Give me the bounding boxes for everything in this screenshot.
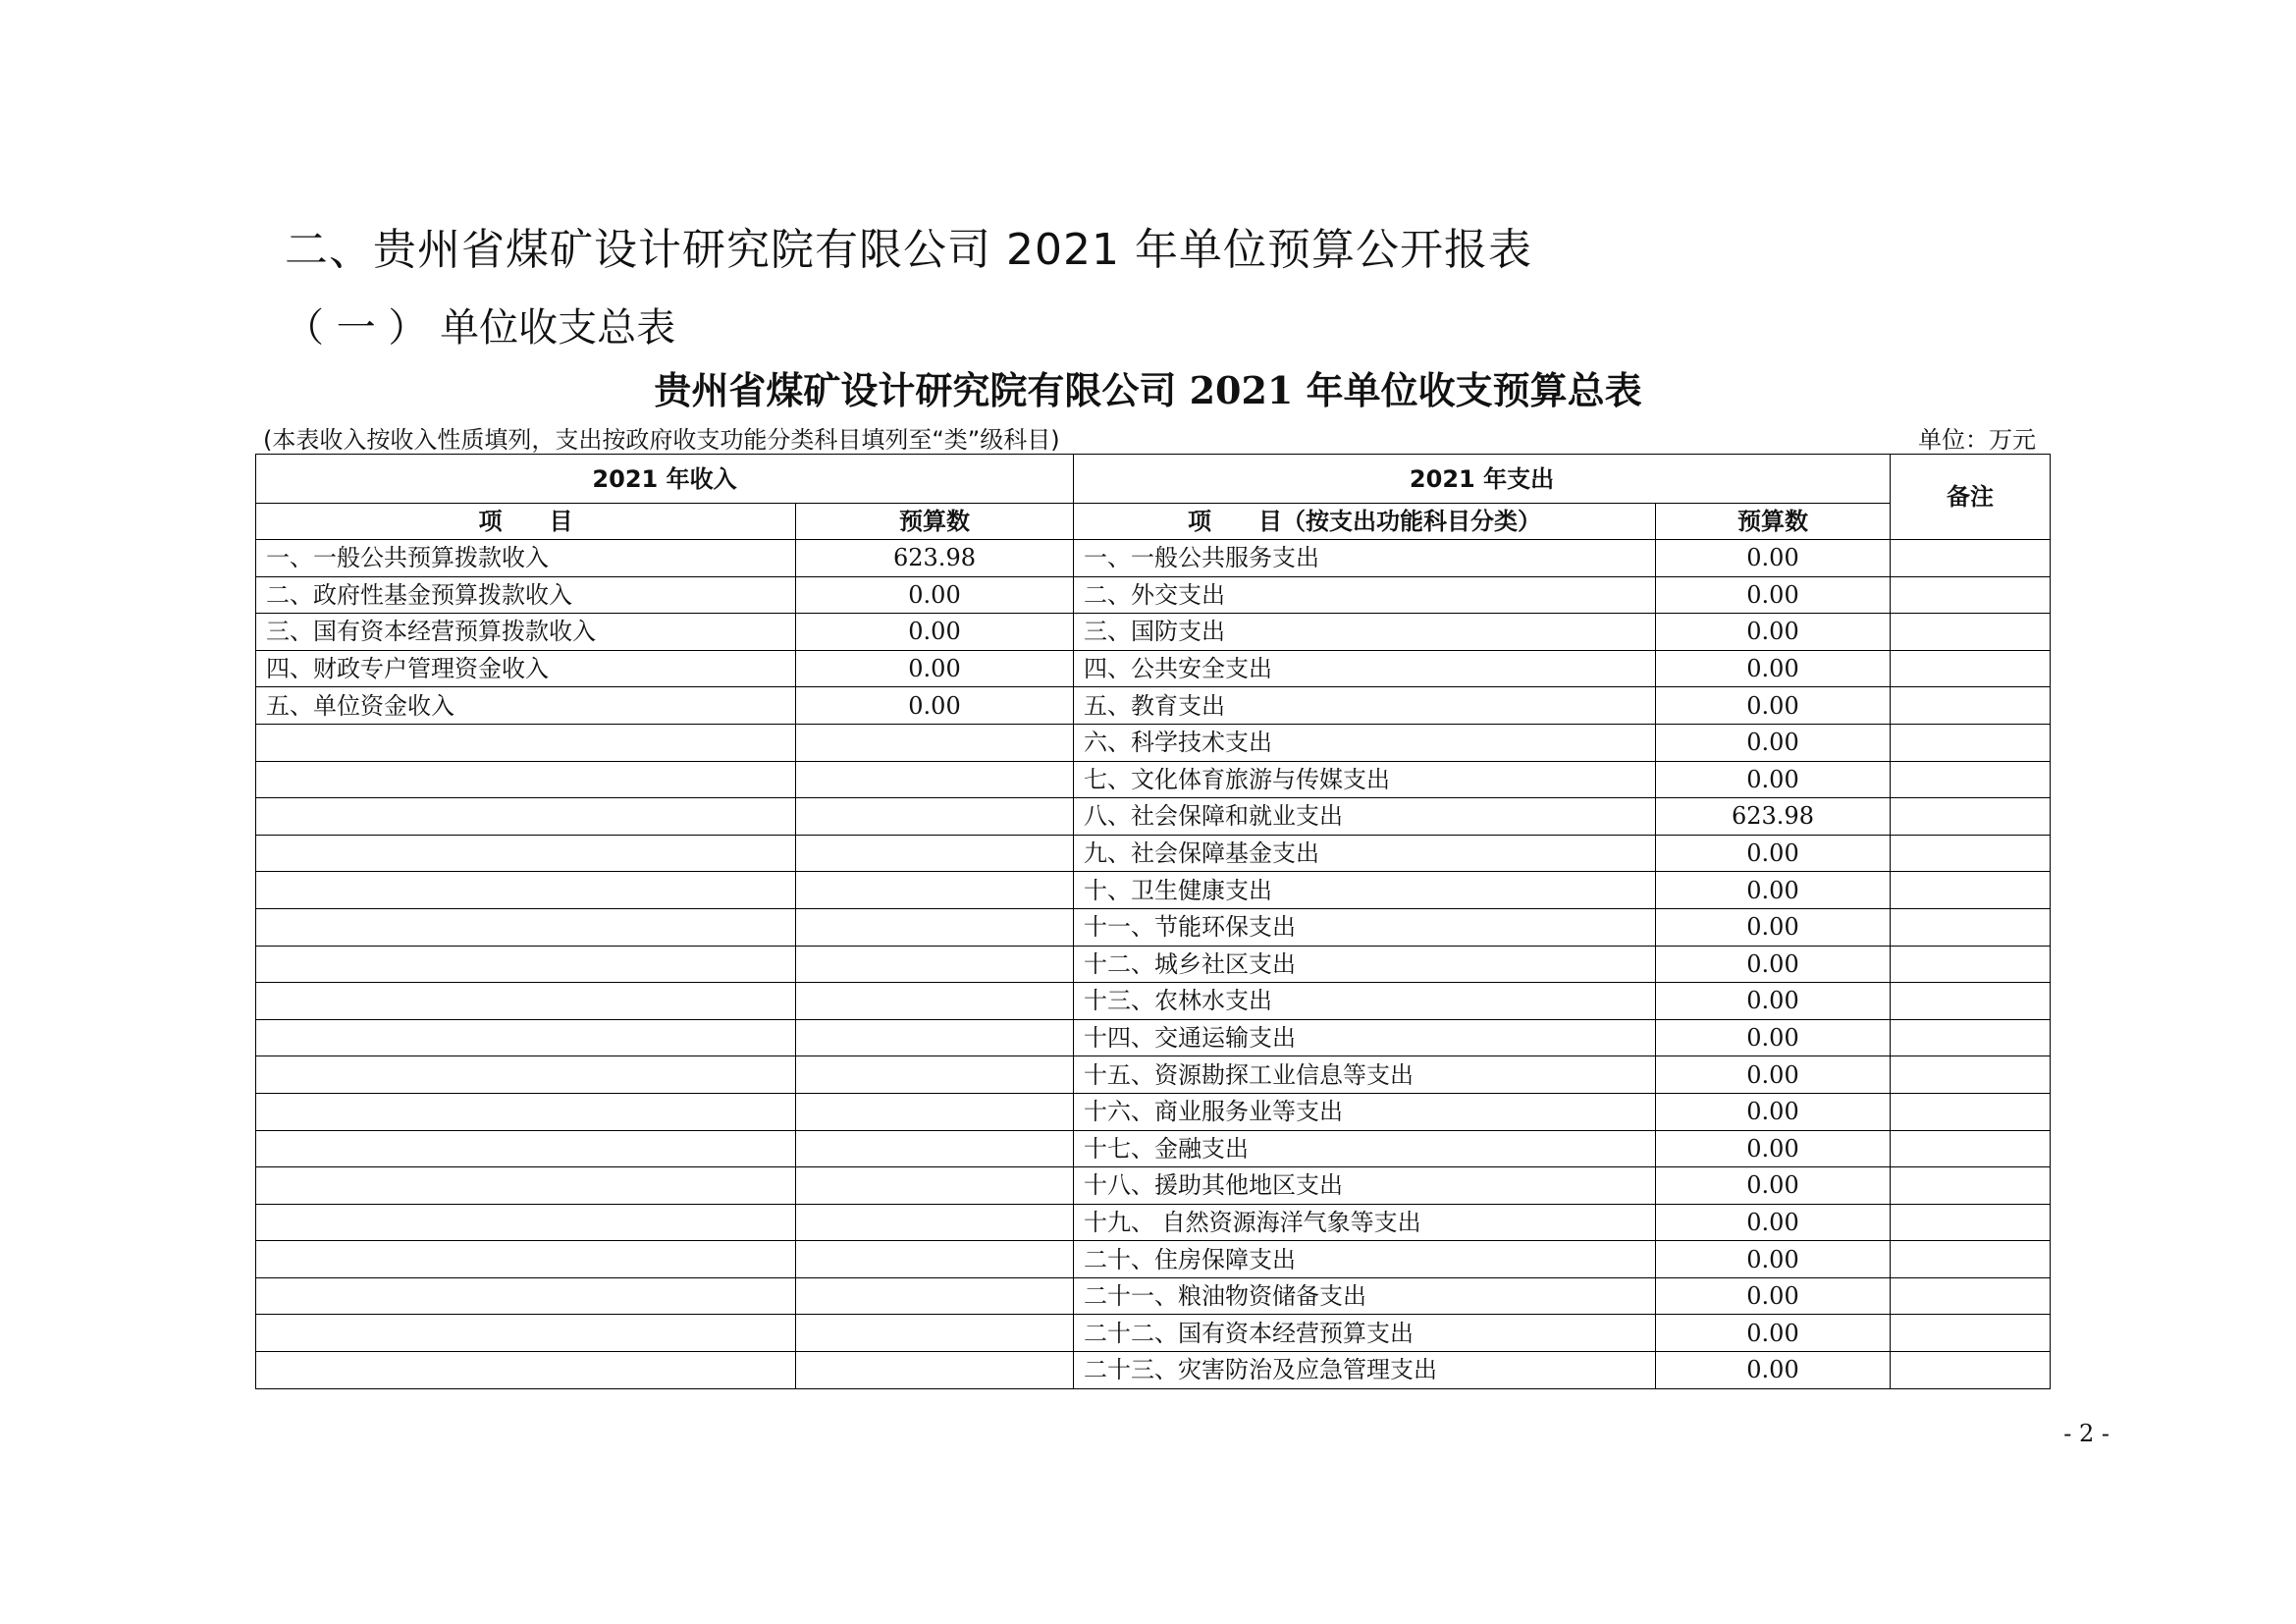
expense-amount-cell: 0.00 xyxy=(1656,1019,1891,1056)
table-row xyxy=(256,687,2051,725)
remark-cell xyxy=(1891,872,2051,909)
remark-cell xyxy=(1891,1130,2051,1167)
expense-amount-cell: 0.00 xyxy=(1656,1130,1891,1167)
expense-amount-cell: 0.00 xyxy=(1656,1352,1891,1389)
expense-amount-cell: 0.00 xyxy=(1656,1167,1891,1205)
expense-item-cell: 五、教育支出 xyxy=(1074,687,1656,725)
expense-amount-cell: 0.00 xyxy=(1656,1277,1891,1315)
table-note: (本表收入按收入性质填列，支出按政府收支功能分类科目填列至“类”级科目) xyxy=(263,426,1060,454)
income-amount-cell xyxy=(796,983,1074,1020)
table-row xyxy=(256,1019,2051,1056)
income-item-cell: 一、一般公共预算拨款收入 xyxy=(256,540,796,577)
income-item-cell xyxy=(256,1019,796,1056)
income-amount-cell xyxy=(796,908,1074,946)
income-item-cell xyxy=(256,1315,796,1352)
remark-cell xyxy=(1891,1277,2051,1315)
remark-cell xyxy=(1891,576,2051,614)
expense-item-cell: 十三、农林水支出 xyxy=(1074,983,1656,1020)
expense-item-cell: 二十三、灾害防治及应急管理支出 xyxy=(1074,1352,1656,1389)
table-row xyxy=(256,1277,2051,1315)
table-row xyxy=(256,576,2051,614)
remark-cell xyxy=(1891,835,2051,872)
expense-amount-cell: 0.00 xyxy=(1656,835,1891,872)
expense-item-cell: 十五、资源勘探工业信息等支出 xyxy=(1074,1056,1656,1094)
table-row xyxy=(256,724,2051,761)
expense-amount-cell: 0.00 xyxy=(1656,687,1891,725)
expense-amount-cell: 0.00 xyxy=(1656,1204,1891,1241)
income-item-cell xyxy=(256,872,796,909)
income-amount-cell xyxy=(796,1315,1074,1352)
expense-item-cell: 三、国防支出 xyxy=(1074,614,1656,651)
expense-item-cell: 八、社会保障和就业支出 xyxy=(1074,798,1656,836)
expense-item-cell: 十、卫生健康支出 xyxy=(1074,872,1656,909)
income-item-cell xyxy=(256,1352,796,1389)
expense-item-cell: 十六、商业服务业等支出 xyxy=(1074,1093,1656,1130)
income-amount-cell: 0.00 xyxy=(796,650,1074,687)
expense-amount-cell: 0.00 xyxy=(1656,1093,1891,1130)
expense-item-cell: 九、社会保障基金支出 xyxy=(1074,835,1656,872)
income-amount-cell xyxy=(796,1277,1074,1315)
remark-cell xyxy=(1891,798,2051,836)
income-amount-cell xyxy=(796,1130,1074,1167)
income-item-cell: 三、国有资本经营预算拨款收入 xyxy=(256,614,796,651)
remark-cell xyxy=(1891,687,2051,725)
table-row xyxy=(256,761,2051,798)
income-item-cell xyxy=(256,1056,796,1094)
expense-item-cell: 六、科学技术支出 xyxy=(1074,724,1656,761)
expense-amount-cell: 0.00 xyxy=(1656,724,1891,761)
expense-amount-cell: 0.00 xyxy=(1656,576,1891,614)
table-row xyxy=(256,1093,2051,1130)
remark-cell xyxy=(1891,650,2051,687)
income-amount-cell: 0.00 xyxy=(796,614,1074,651)
income-item-cell xyxy=(256,946,796,983)
remark-header: 备注 xyxy=(1891,455,2051,540)
income-item-cell: 四、财政专户管理资金收入 xyxy=(256,650,796,687)
remark-cell xyxy=(1891,1167,2051,1205)
expense-amount-cell: 0.00 xyxy=(1656,761,1891,798)
expense-item-cell: 二、外交支出 xyxy=(1074,576,1656,614)
remark-cell xyxy=(1891,540,2051,577)
income-amount-cell xyxy=(796,1093,1074,1130)
income-item-cell xyxy=(256,761,796,798)
table-row xyxy=(256,835,2051,872)
remark-cell xyxy=(1891,724,2051,761)
remark-cell xyxy=(1891,908,2051,946)
income-amount-cell xyxy=(796,1352,1074,1389)
expense-item-cell: 四、公共安全支出 xyxy=(1074,650,1656,687)
section-heading: 二、贵州省煤矿设计研究院有限公司 2021 年单位预算公开报表 xyxy=(285,225,1532,275)
income-item-cell xyxy=(256,724,796,761)
expense-amount-cell: 0.00 xyxy=(1656,1056,1891,1094)
table-row xyxy=(256,1130,2051,1167)
income-item-cell xyxy=(256,798,796,836)
expense-item-cell: 十八、援助其他地区支出 xyxy=(1074,1167,1656,1205)
budget-table xyxy=(255,454,2051,1389)
expense-item-cell: 一、一般公共服务支出 xyxy=(1074,540,1656,577)
subsection-heading: （ 一 ） 单位收支总表 xyxy=(285,305,676,351)
expense-item-cell: 二十、住房保障支出 xyxy=(1074,1241,1656,1278)
income-item-cell xyxy=(256,1093,796,1130)
income-amount-cell xyxy=(796,872,1074,909)
expense-item-cell: 十七、金融支出 xyxy=(1074,1130,1656,1167)
table-row xyxy=(256,614,2051,651)
income-item-cell: 二、政府性基金预算拨款收入 xyxy=(256,576,796,614)
table-row xyxy=(256,908,2051,946)
unit-label: 单位：万元 xyxy=(1918,426,2036,454)
table-row xyxy=(256,872,2051,909)
expense-amount-cell: 0.00 xyxy=(1656,1241,1891,1278)
table-row xyxy=(256,1352,2051,1389)
table-title: 贵州省煤矿设计研究院有限公司 2021 年单位收支预算总表 xyxy=(654,368,1642,412)
expense-item-cell: 十九、 自然资源海洋气象等支出 xyxy=(1074,1204,1656,1241)
remark-cell xyxy=(1891,1019,2051,1056)
income-amount-cell xyxy=(796,1056,1074,1094)
expense-amount-cell: 0.00 xyxy=(1656,946,1891,983)
expense-amount-cell: 623.98 xyxy=(1656,798,1891,836)
remark-cell xyxy=(1891,946,2051,983)
income-item-cell xyxy=(256,835,796,872)
remark-cell xyxy=(1891,1056,2051,1094)
income-amount-cell: 0.00 xyxy=(796,576,1074,614)
income-item-header: 项 目 xyxy=(256,504,796,540)
income-amount-cell xyxy=(796,835,1074,872)
expense-amount-cell: 0.00 xyxy=(1656,983,1891,1020)
remark-cell xyxy=(1891,614,2051,651)
table-body xyxy=(256,540,2051,1389)
expense-amount-cell: 0.00 xyxy=(1656,650,1891,687)
expense-amount-cell: 0.00 xyxy=(1656,1315,1891,1352)
expense-item-cell: 七、文化体育旅游与传媒支出 xyxy=(1074,761,1656,798)
expense-amount-cell: 0.00 xyxy=(1656,540,1891,577)
remark-cell xyxy=(1891,1204,2051,1241)
expense-amount-header: 预算数 xyxy=(1656,504,1891,540)
income-amount-cell xyxy=(796,1167,1074,1205)
expense-item-cell: 十一、节能环保支出 xyxy=(1074,908,1656,946)
expense-group-header: 2021 年支出 xyxy=(1074,455,1891,504)
income-amount-cell xyxy=(796,1204,1074,1241)
income-amount-cell xyxy=(796,1241,1074,1278)
income-amount-cell xyxy=(796,724,1074,761)
expense-item-cell: 二十一、粮油物资储备支出 xyxy=(1074,1277,1656,1315)
income-amount-cell xyxy=(796,761,1074,798)
remark-cell xyxy=(1891,1315,2051,1352)
remark-cell xyxy=(1891,1093,2051,1130)
table-row xyxy=(256,540,2051,577)
expense-item-cell: 十四、交通运输支出 xyxy=(1074,1019,1656,1056)
table-row xyxy=(256,1241,2051,1278)
table-row xyxy=(256,1315,2051,1352)
expense-amount-cell: 0.00 xyxy=(1656,908,1891,946)
income-group-header: 2021 年收入 xyxy=(256,455,1074,504)
income-item-cell xyxy=(256,1130,796,1167)
table-row xyxy=(256,1167,2051,1205)
table-row xyxy=(256,650,2051,687)
remark-cell xyxy=(1891,983,2051,1020)
income-amount-cell xyxy=(796,1019,1074,1056)
expense-item-cell: 二十二、国有资本经营预算支出 xyxy=(1074,1315,1656,1352)
remark-cell xyxy=(1891,1352,2051,1389)
expense-amount-cell: 0.00 xyxy=(1656,872,1891,909)
remark-cell xyxy=(1891,761,2051,798)
income-amount-cell xyxy=(796,798,1074,836)
expense-item-cell: 十二、城乡社区支出 xyxy=(1074,946,1656,983)
income-item-cell xyxy=(256,908,796,946)
income-item-cell xyxy=(256,1241,796,1278)
income-amount-header: 预算数 xyxy=(796,504,1074,540)
income-item-cell xyxy=(256,983,796,1020)
remark-cell xyxy=(1891,1241,2051,1278)
income-item-cell xyxy=(256,1204,796,1241)
income-amount-cell: 623.98 xyxy=(796,540,1074,577)
income-item-cell: 五、单位资金收入 xyxy=(256,687,796,725)
table-row xyxy=(256,983,2051,1020)
income-item-cell xyxy=(256,1277,796,1315)
page-number: - 2 - xyxy=(2063,1420,2109,1447)
table-row xyxy=(256,1204,2051,1241)
expense-item-header: 项 目（按支出功能科目分类） xyxy=(1074,504,1656,540)
income-item-cell xyxy=(256,1167,796,1205)
income-amount-cell xyxy=(796,946,1074,983)
income-amount-cell: 0.00 xyxy=(796,687,1074,725)
table-row xyxy=(256,1056,2051,1094)
table-row xyxy=(256,798,2051,836)
table-row xyxy=(256,946,2051,983)
expense-amount-cell: 0.00 xyxy=(1656,614,1891,651)
